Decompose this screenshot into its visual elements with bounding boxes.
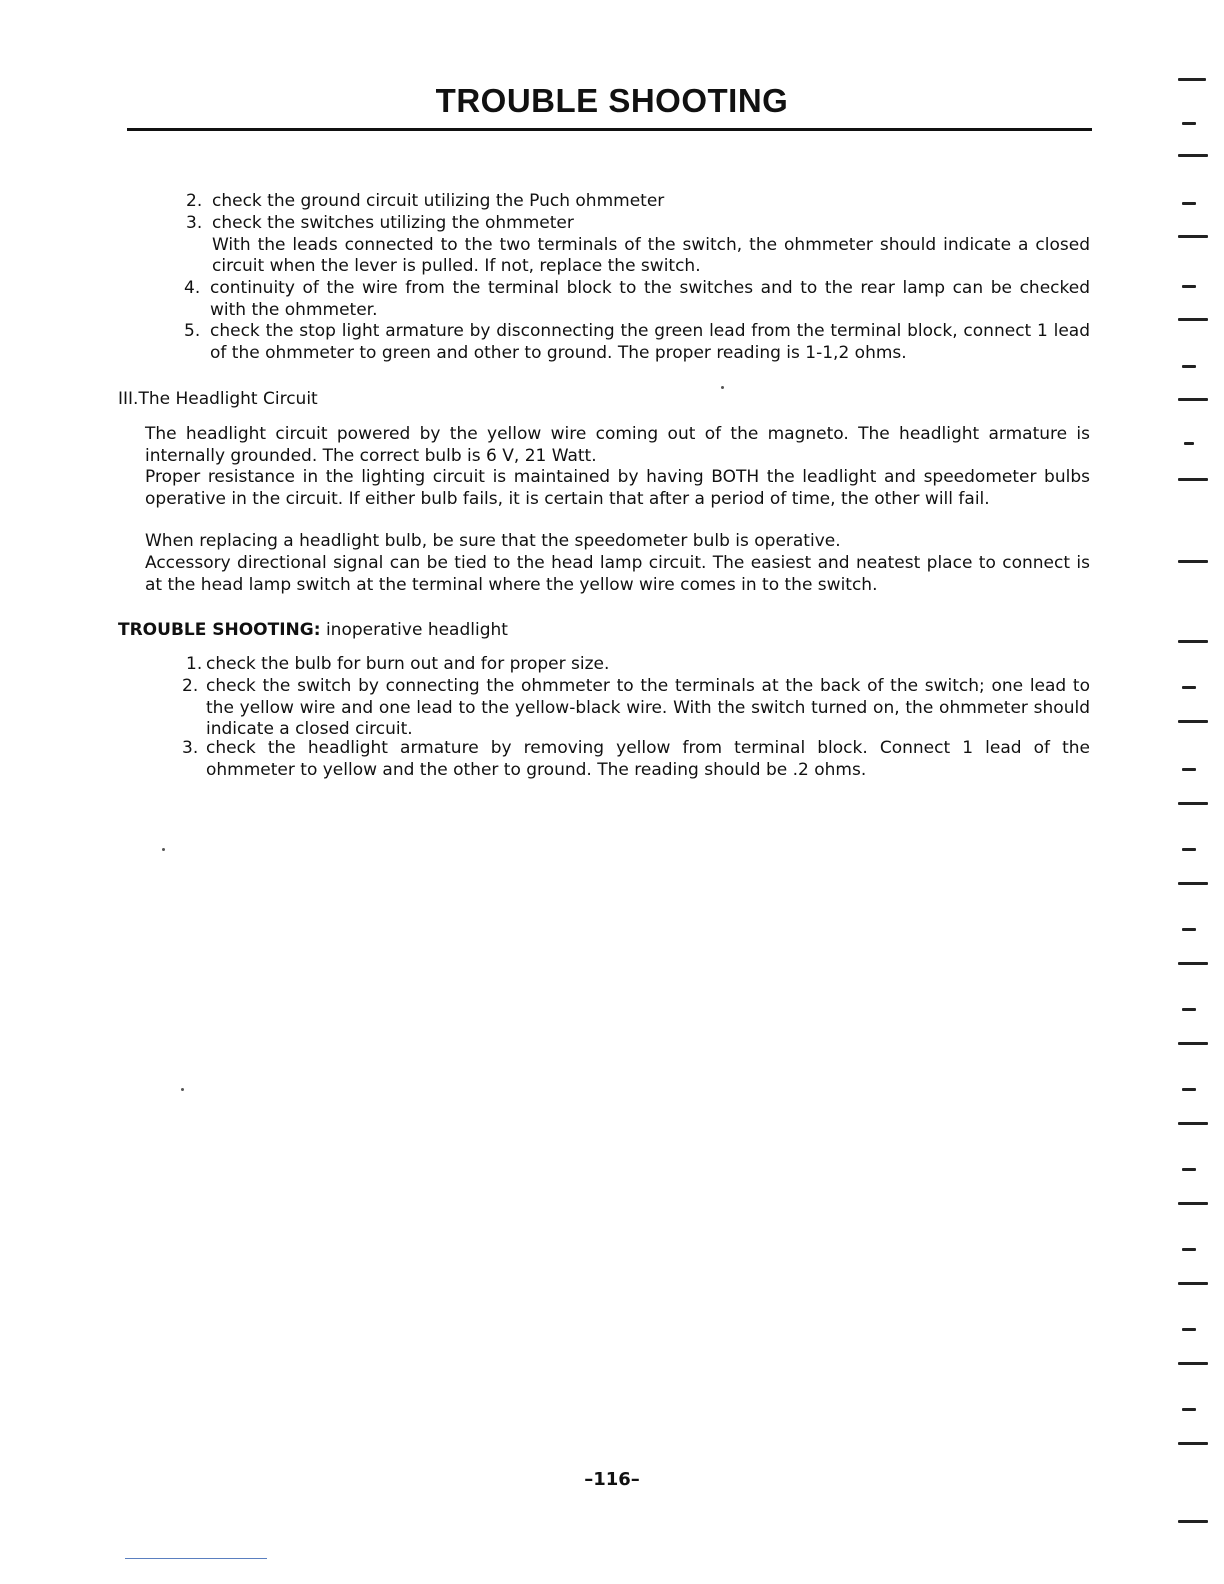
paragraph: Proper resistance in the lighting circuit is maintained by having BOTH the leadlight and speedometer bulbs operative in the circuit. If either bulb fails, it is certain that after a period of time, the other will fail. [145,467,1090,509]
list-item [182,738,1090,781]
list-item [186,213,1090,278]
item-text: check the switch by connecting the ohmmeter to the terminals at the back of the switch; one lead to the yellow wire and one lead to the yellow-black wire. With the switch turned on, the ohmmeter should indicate a closed circuit. [206,676,1090,740]
binder-edge-marks [1172,30,1212,1570]
title-underline [127,128,1092,131]
scan-speck [162,848,165,851]
item-number: 5. [184,321,201,341]
item-number: 4. [184,278,201,298]
paragraph: The headlight circuit powered by the yellow wire coming out of the magneto. The headlight armature is internally grounded. The correct bulb is 6 V, 21 Watt. [145,424,1090,466]
item-text: check the switches utilizing the ohmmeter [212,213,574,233]
page-title: TROUBLE SHOOTING [435,82,789,119]
item-text: check the stop light armature by disconnecting the green lead from the terminal block, connect 1 lead of the ohmmeter to green and other to ground. The proper reading is 1-1,2 ohms. [210,321,1090,363]
item-number: 1. [186,654,203,674]
list-item [186,654,1090,676]
item-text: check the bulb for burn out and for proper size. [206,654,610,674]
item-number: 3. [186,213,203,233]
troubleshooting-heading [118,620,508,642]
list-item [182,676,1090,741]
list-item [186,191,1090,213]
list-item [184,321,1090,364]
list-item [184,278,1090,321]
footer-rule [125,1558,267,1559]
scan-speck [181,1088,184,1091]
item-text: check the headlight armature by removing yellow from terminal block. Connect 1 lead of the ohmmeter to yellow and the other to ground. The reading should be .2 ohms. [206,738,1090,780]
item-detail: With the leads connected to the two terminals of the switch, the ohmmeter should indicate a closed circuit when the lever is pulled. If not, replace the switch. [212,234,1090,277]
item-number: 2. [182,676,199,696]
item-number: 3. [182,738,199,758]
section-heading: III.The Headlight Circuit [118,389,318,409]
item-text: continuity of the wire from the terminal block to the switches and to the rear lamp can be checked with the ohmmeter. [210,278,1090,320]
paragraph: When replacing a headlight bulb, be sure that the speedometer bulb is operative. [145,531,841,551]
item-text: check the ground circuit utilizing the Puch ohmmeter [212,191,665,211]
scan-speck [721,386,724,389]
paragraph: Accessory directional signal can be tied to the head lamp circuit. The easiest and neatest place to connect is at the head lamp switch at the terminal where the yellow wire comes in to the switch. [145,553,1090,595]
troubleshooting-label: TROUBLE SHOOTING: [118,620,321,640]
troubleshooting-subject: inoperative headlight [325,620,508,640]
page-number: –116– [584,1469,640,1490]
item-number: 2. [186,191,203,211]
